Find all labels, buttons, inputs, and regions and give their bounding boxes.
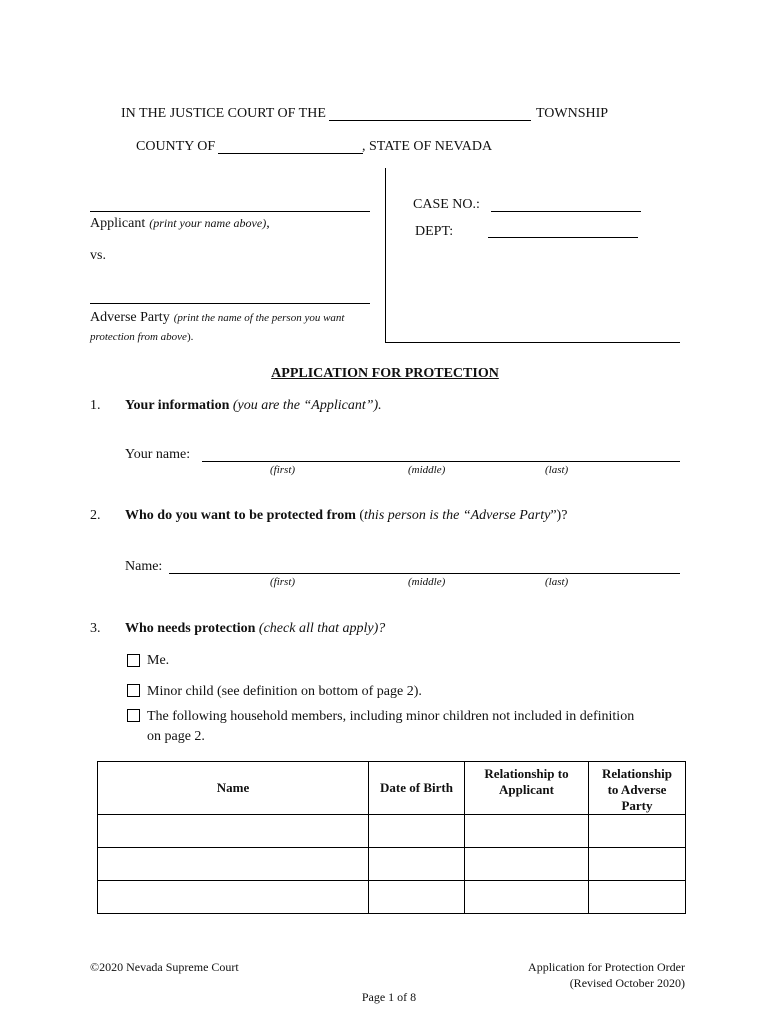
footer-page-number: Page 1 of 8 xyxy=(361,990,417,1004)
adverse-hint-1: (print the name of the person you want xyxy=(173,312,345,324)
table-header-row xyxy=(98,762,686,815)
adverse-hint-end: ). xyxy=(186,331,194,343)
township-blank[interactable] xyxy=(329,120,531,121)
q2-note-open: ( xyxy=(359,508,365,523)
court-line-left: IN THE JUSTICE COURT OF THE xyxy=(121,106,326,121)
q2-note: this person is the “Adverse Party xyxy=(364,508,551,523)
cell-name[interactable] xyxy=(98,848,369,881)
table-row xyxy=(98,815,686,848)
cell-rel-applicant[interactable] xyxy=(465,881,589,914)
rel-adverse-line-1: Relationship xyxy=(601,766,673,781)
footer-form-name: Application for Protection Order xyxy=(528,960,685,974)
option-household-label: The following household members, including minor children not included in definition xyxy=(147,709,635,724)
dept-label: DEPT: xyxy=(415,224,454,239)
caption-divider xyxy=(385,168,386,343)
rel-adverse-line-3: Party xyxy=(621,798,653,813)
cell-rel-applicant[interactable] xyxy=(465,848,589,881)
q3-number: 3. xyxy=(90,621,101,636)
q2-row xyxy=(125,508,567,524)
court-line-right: TOWNSHIP xyxy=(536,106,609,121)
county-line-left: COUNTY OF xyxy=(136,139,216,154)
case-no-label: CASE NO.: xyxy=(413,197,480,212)
cell-name[interactable] xyxy=(98,881,369,914)
q2-name-label: Name: xyxy=(125,559,163,574)
cell-rel-adverse[interactable] xyxy=(589,848,686,881)
option-minor-child-label: Minor child (see definition on bottom of page 2). xyxy=(147,684,422,699)
q2-middle: (middle) xyxy=(408,576,446,588)
adverse-label: Adverse Party xyxy=(90,310,170,325)
col-header-name: Name xyxy=(98,762,369,815)
cell-dob[interactable] xyxy=(369,815,465,848)
applicant-label-row xyxy=(90,214,270,232)
q1-heading: Your information xyxy=(125,398,230,413)
applicant-name-line[interactable] xyxy=(90,211,370,212)
q1-number: 1. xyxy=(90,398,101,413)
table-row xyxy=(98,881,686,914)
q1-name-line[interactable] xyxy=(202,461,680,462)
option-household-cont: on page 2. xyxy=(147,729,205,744)
table-row xyxy=(98,848,686,881)
adverse-hint-row-2 xyxy=(90,327,193,345)
applicant-suffix: , xyxy=(266,216,270,231)
cell-dob[interactable] xyxy=(369,848,465,881)
applicant-label: Applicant xyxy=(90,216,146,231)
q1-middle: (middle) xyxy=(408,464,446,476)
option-me-label: Me. xyxy=(147,653,170,668)
checkbox-me[interactable] xyxy=(127,654,140,667)
q2-heading: Who do you want to be protected from xyxy=(125,508,356,523)
q1-name-label: Your name: xyxy=(125,447,191,462)
cell-dob[interactable] xyxy=(369,881,465,914)
rel-adverse-line-2: to Adverse xyxy=(607,782,667,797)
adverse-label-row xyxy=(90,308,345,326)
dept-blank[interactable] xyxy=(488,237,638,238)
cell-rel-adverse[interactable] xyxy=(589,881,686,914)
q3-note: (check all that apply)? xyxy=(258,621,386,636)
q1-first: (first) xyxy=(270,464,296,476)
adverse-name-line[interactable] xyxy=(90,303,370,304)
checkbox-household-members[interactable] xyxy=(127,709,140,722)
q2-first: (first) xyxy=(270,576,296,588)
rel-applicant-line-1: Relationship to xyxy=(484,766,569,781)
cell-name[interactable] xyxy=(98,815,369,848)
rel-applicant-line-2: Applicant xyxy=(499,782,554,797)
cell-rel-adverse[interactable] xyxy=(589,815,686,848)
vs-label: vs. xyxy=(90,248,106,263)
q2-number: 2. xyxy=(90,508,101,523)
col-header-rel-adverse xyxy=(589,762,686,815)
q1-row xyxy=(125,398,382,414)
case-no-blank[interactable] xyxy=(491,211,641,212)
cell-rel-applicant[interactable] xyxy=(465,815,589,848)
footer-copyright: ©2020 Nevada Supreme Court xyxy=(90,960,239,974)
caption-bottom-rule xyxy=(385,342,680,343)
col-header-dob: Date of Birth xyxy=(369,762,465,815)
applicant-hint: (print your name above) xyxy=(149,216,267,230)
q1-note: (you are the “Applicant”). xyxy=(232,398,382,413)
q2-last: (last) xyxy=(545,576,569,588)
q3-row xyxy=(125,621,385,637)
adverse-hint-2: protection from above xyxy=(90,331,187,343)
footer-revision: (Revised October 2020) xyxy=(569,976,685,990)
county-blank[interactable] xyxy=(218,153,363,154)
q1-last: (last) xyxy=(545,464,569,476)
household-members-table xyxy=(97,761,686,914)
q2-note-close: ”)? xyxy=(550,508,568,523)
checkbox-minor-child[interactable] xyxy=(127,684,140,697)
county-line-right: , STATE OF NEVADA xyxy=(362,139,493,154)
q3-heading: Who needs protection xyxy=(125,621,256,636)
form-title: APPLICATION FOR PROTECTION xyxy=(271,366,499,381)
col-header-rel-applicant xyxy=(465,762,589,815)
q2-name-line[interactable] xyxy=(169,573,680,574)
